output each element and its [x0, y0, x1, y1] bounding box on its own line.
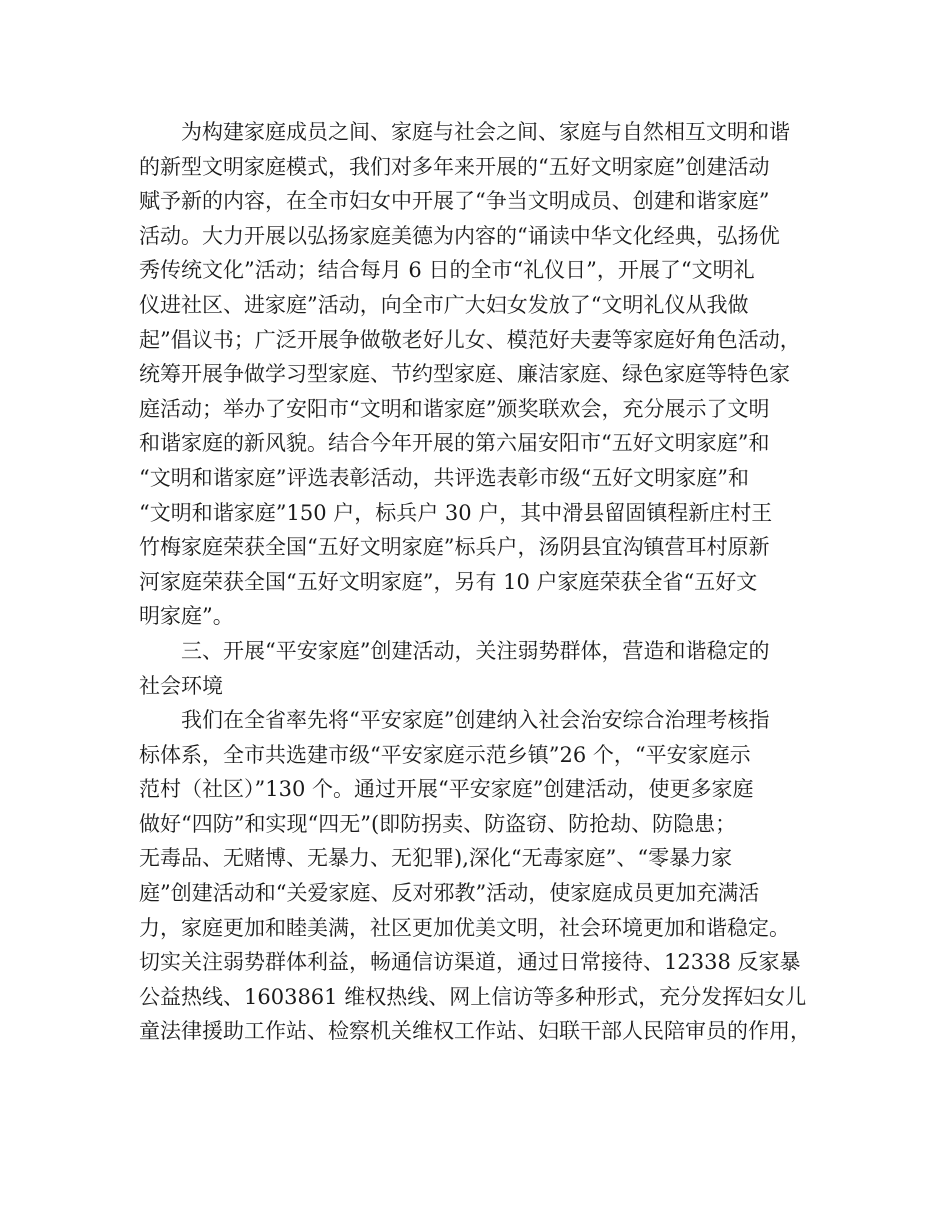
text-line: “文明和谐家庭”150 户，标兵户 30 户，其中滑县留固镇程新庄村王: [139, 500, 773, 525]
text-line: 范村（社区）”130 个。通过开展“平安家庭”创建活动，使更多家庭: [139, 777, 754, 802]
text-line: 童法律援助工作站、检察机关维权工作站、妇联干部人民陪审员的作用，: [139, 1019, 811, 1044]
text-line: 河家庭荣获全国“五好文明家庭”，另有 10 户家庭荣获全省“五好文: [139, 569, 758, 594]
heading-line: 社会环境: [139, 673, 223, 698]
text-line: 和谐家庭的新风貌。结合今年开展的第六届安阳市“五好文明家庭”和: [139, 431, 770, 456]
text-line: 统筹开展争做学习型家庭、节约型家庭、廉洁家庭、绿色家庭等特色家: [139, 362, 790, 387]
text-line: 起”倡议书；广泛开展争做敬老好儿女、模范好夫妻等家庭好角色活动，: [139, 327, 801, 352]
text-line: 做好“四防”和实现“四无”(即防拐卖、防盗窃、防抢劫、防隐患；: [139, 811, 737, 836]
text-line: 我们在全省率先将“平安家庭”创建纳入社会治安综合治理考核指: [139, 708, 770, 733]
heading-line: 三、开展“平安家庭”创建活动，关注弱势群体，营造和谐稳定的: [139, 638, 770, 663]
text-line: 竹梅家庭荣获全国“五好文明家庭”标兵户，汤阴县宜沟镇营耳村原新: [139, 535, 770, 560]
text-line: 庭”创建活动和“关爱家庭、反对邪教”活动，使家庭成员更加充满活: [139, 881, 760, 906]
text-line: 赋予新的内容，在全市妇女中开展了“争当文明成员、创建和谐家庭”: [139, 189, 770, 214]
text-line: 为构建家庭成员之间、家庭与社会之间、家庭与自然相互文明和谐: [139, 120, 790, 144]
text-line: 标体系，全市共选建市级“平安家庭示范乡镇”26 个，“平安家庭示: [139, 742, 751, 767]
text-line: 切实关注弱势群体利益，畅通信访渠道，通过日常接待、12338 反家暴: [139, 950, 801, 975]
text-line: 庭活动；举办了安阳市“文明和谐家庭”颁奖联欢会，充分展示了文明: [139, 396, 770, 421]
text-line: 仪进社区、进家庭”活动，向全市广大妇女发放了“文明礼仪从我做: [139, 292, 749, 317]
text-line: 明家庭”。: [139, 604, 234, 629]
text-line: 活动。大力开展以弘扬家庭美德为内容的“诵读中华文化经典，弘扬优: [139, 223, 780, 248]
paragraph-family-civility: [139, 115, 819, 634]
text-line: 秀传统文化”活动；结合每月 6 日的全市“礼仪日”，开展了“文明礼: [139, 258, 755, 283]
text-line: 公益热线、1603861 维权热线、网上信访等多种形式，充分发挥妇女儿: [139, 984, 807, 1009]
text-line: 的新型文明家庭模式，我们对多年来开展的“五好文明家庭”创建活动: [139, 154, 770, 179]
text-line: “文明和谐家庭”评选表彰活动，共评选表彰市级“五好文明家庭”和: [139, 465, 749, 490]
text-line: 无毒品、无赌博、无暴力、无犯罪),深化“无毒家庭”、“零暴力家: [139, 846, 733, 871]
paragraph-safe-family: [139, 703, 819, 1049]
text-line: 力，家庭更加和睦美满，社区更加优美文明，社会环境更加和谐稳定。: [139, 915, 790, 940]
section-heading-safe-family: [139, 634, 819, 703]
body-text: [139, 115, 819, 1049]
